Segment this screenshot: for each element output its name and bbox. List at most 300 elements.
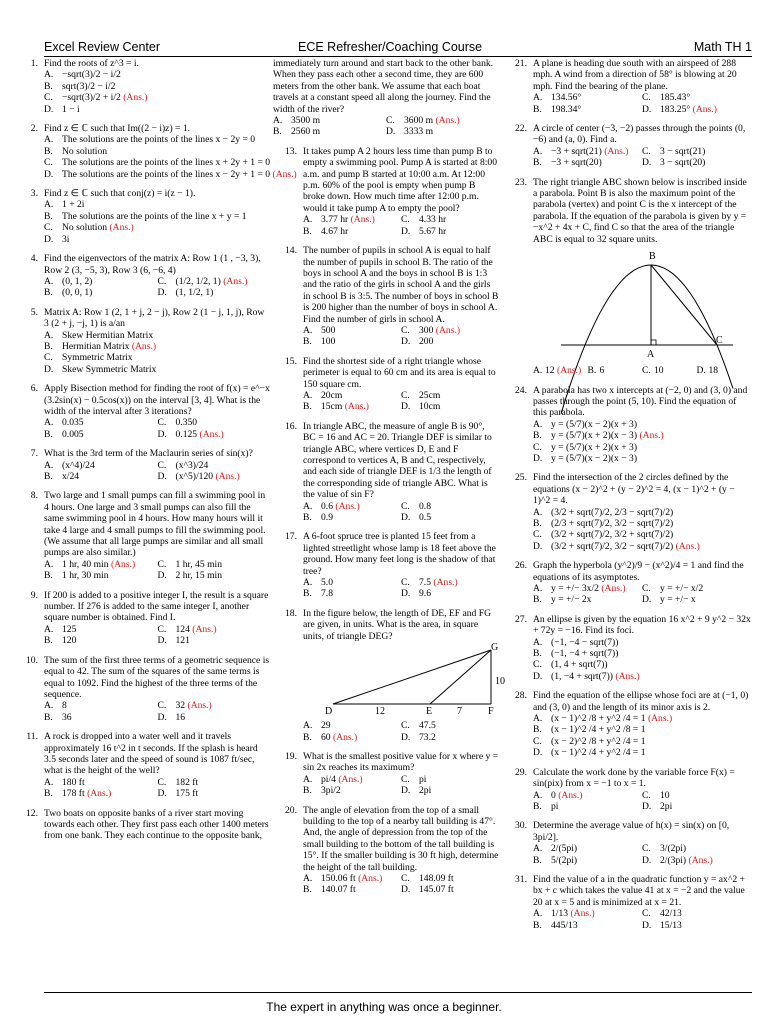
option-letter: B. [44, 471, 53, 482]
option-text: 7.8 [321, 588, 333, 600]
option-text: 2560 m [291, 126, 321, 138]
option-text: 5.0 [321, 577, 333, 589]
answer-option [642, 801, 751, 812]
option-text: 18 [708, 365, 719, 377]
answer-mark: (Ans.) [110, 558, 136, 570]
option-letter: B. [303, 401, 312, 413]
option-row [303, 325, 499, 336]
question-text: Find z ∈ ℂ such that Im((2 − i)z) = 1. [44, 123, 191, 135]
option-row [44, 635, 271, 646]
answer-option [158, 700, 272, 711]
answer-option [158, 429, 272, 440]
option-letter: D. [533, 747, 543, 759]
option-letter: C. [533, 441, 542, 453]
right-angle-mark [651, 340, 656, 345]
answer-mark: (Ans.) [335, 500, 360, 512]
answer-option [44, 635, 158, 646]
option-letter: D. [533, 452, 543, 464]
option-letter: D. [401, 731, 411, 743]
option-text: 2 hr, 15 min [175, 570, 223, 582]
question [14, 58, 271, 115]
answer-option [44, 330, 271, 341]
option-text: 0 [551, 789, 556, 801]
option-text: The solutions are the points of the lines x − 2y + 1 = 0 [62, 168, 271, 180]
answer-option [642, 843, 751, 854]
question-text: Find the roots of z^3 = i. [44, 58, 139, 69]
question-text: Two large and 1 small pumps can fill a swimming pool in 4 hours. One large and 3 small pumps can also fill the same swimming pool in 4 hours. How many hours will it take 4 large and 4 small pumps to fill the swimming pool. (We assume that all large pumps are similar and all small pumps are also similar.) [44, 490, 266, 559]
option-text: 175 ft [175, 788, 199, 800]
answer-option [533, 724, 751, 735]
answer-option [533, 157, 642, 168]
option-text: y = (5/7)(x + 2)(x − 3) [551, 430, 638, 442]
option-letter: D. [401, 884, 411, 896]
option-letter: B. [303, 225, 312, 237]
answer-option [44, 146, 271, 157]
answer-option [697, 365, 752, 376]
option-letter: C. [44, 352, 53, 364]
option-letter: B. [303, 785, 312, 797]
option-text: The solutions are the points of the lines x − 2y = 0 [62, 134, 256, 146]
option-row [44, 788, 271, 799]
option-letter: C. [533, 659, 542, 671]
option-text: 120 [62, 635, 77, 647]
question-text: Apply Bisection method for finding the root of f(x) = e^−x (3.2sin(x) − 0.5cos(x)) on the interval [3, 4]. What is the width of the interval after 3 iterations? [44, 383, 270, 417]
question-number: 4. [30, 253, 38, 265]
option-letter: A. [44, 199, 54, 211]
answer-option [44, 276, 158, 287]
option-row [44, 712, 271, 723]
answer-option [44, 287, 158, 298]
option-text: −3 + sqrt(20) [551, 157, 602, 169]
option-text: 0.035 [62, 417, 84, 429]
option-text: The solutions are the points of the lines x + 2y + 1 = 0 [62, 157, 271, 169]
answer-option [401, 401, 499, 412]
length-label-fg: 10 [495, 676, 505, 688]
question-number: 22. [515, 123, 527, 135]
option-letter: C. [44, 222, 53, 234]
option-letter: B. [533, 103, 542, 115]
answer-option [44, 417, 158, 428]
question-number: 6. [30, 383, 38, 395]
option-text: 42/13 [660, 908, 682, 920]
answer-option [44, 341, 271, 352]
answer-option [303, 325, 401, 336]
question-number: 21. [515, 58, 527, 69]
question-number: 11. [26, 731, 38, 743]
figure-edge [333, 650, 491, 704]
option-text: 100 [321, 336, 336, 348]
option-text: (x − 1)^2 /4 + y^2 /8 = 1 [551, 724, 646, 736]
option-text: y = +/− x [660, 594, 696, 606]
answer-option [533, 920, 642, 931]
option-letter: C. [533, 529, 542, 541]
option-text: 0.9 [321, 512, 333, 524]
answer-option [158, 287, 272, 298]
option-row [303, 512, 499, 523]
option-letter: C. [642, 92, 651, 104]
option-text: 16 [175, 711, 186, 723]
option-letter: B. [533, 648, 542, 660]
option-letter: C. [44, 157, 53, 169]
question-text: Find the equation of the ellipse whose foci are at (−1, 0) and (3, 0) and the length of its minor axis is 2. [533, 690, 749, 713]
option-text: 124 [175, 623, 190, 635]
option-letter: B. [533, 919, 542, 931]
option-text: 29 [321, 720, 331, 732]
option-letter: B. [44, 788, 53, 800]
option-letter: C. [401, 214, 410, 226]
option-text: (3/2 + sqrt(7)/2, 3/2 + sqrt(7)/2) [551, 529, 674, 541]
answer-option [303, 774, 401, 785]
question-number: 1. [30, 58, 38, 69]
answer-option [533, 453, 751, 464]
option-text: −sqrt(3)/2 + i/2 [62, 92, 121, 104]
option-text: (−1, −4 − sqrt(7)) [551, 636, 619, 648]
option-letter: C. [157, 558, 167, 570]
option-letter: D. [642, 157, 652, 169]
answer-mark: (Ans.) [639, 430, 664, 442]
option-letter: D. [157, 570, 167, 582]
option-letter: A. [44, 275, 54, 287]
option-text: 1 − i [62, 103, 80, 115]
question-text: Find the shortest side of a right triangle whose perimeter is equal to 60 cm and its area is equal to 150 square cm. [303, 355, 496, 390]
answer-option [44, 157, 271, 168]
question [273, 356, 499, 413]
answer-mark: (Ans.) [131, 340, 157, 352]
option-letter: A. [44, 558, 54, 570]
option-text: 3/(2pi) [660, 843, 687, 855]
answer-option [158, 417, 272, 428]
answer-option [401, 588, 499, 599]
answer-mark: (Ans.) [435, 115, 460, 127]
option-letter: D. [401, 336, 411, 348]
question [273, 245, 499, 348]
answer-option [303, 390, 401, 401]
answer-option [401, 577, 499, 588]
column-3 [503, 58, 751, 939]
answer-option [533, 659, 751, 670]
option-text: pi [551, 800, 559, 812]
answer-option [44, 624, 158, 635]
answer-option [533, 541, 751, 552]
option-letter: C. [157, 700, 167, 712]
option-row [303, 884, 499, 895]
option-text: 7.5 [419, 577, 431, 589]
question-number: 15. [285, 355, 297, 367]
answer-option [401, 512, 499, 523]
vertex-label-f: F [488, 706, 494, 718]
option-text: 1 hr, 45 min [175, 558, 223, 570]
question-text: A circle of center (−3, −2) passes through the points (0, −6) and (a, 0). Find a. [533, 123, 746, 146]
option-row [273, 115, 499, 126]
answer-mark: (Ans.) [570, 908, 595, 920]
answer-option [642, 104, 751, 115]
answer-option [386, 115, 499, 126]
option-letter: A. [303, 720, 313, 732]
option-text: 1 + 2i [62, 199, 85, 211]
question [14, 490, 271, 581]
answer-option [44, 199, 271, 210]
question-number: 18. [285, 607, 297, 619]
question-number: 30. [515, 820, 527, 832]
question [503, 472, 751, 552]
answer-option [533, 671, 751, 682]
figure-parabola [533, 247, 733, 365]
option-text: 10 [654, 365, 664, 377]
question [503, 874, 751, 931]
answer-option [44, 777, 158, 788]
option-text: (x^4)/24 [62, 459, 95, 471]
option-letter: B. [533, 800, 542, 812]
vertex-label-b: B [649, 251, 656, 263]
answer-option [533, 594, 642, 605]
question [14, 655, 271, 723]
answer-option [642, 790, 751, 801]
answer-option [533, 529, 751, 540]
option-letter: B. [533, 430, 542, 442]
option-text: The solutions are the points of the line x + y = 1 [62, 210, 247, 222]
option-text: (3/2 + sqrt(7)/2, 2/3 − sqrt(7)/2) [551, 506, 674, 518]
option-letter: D. [44, 103, 54, 115]
option-letter: B. [533, 517, 542, 529]
option-row [303, 214, 499, 225]
option-letter: C. [157, 776, 167, 788]
option-row [273, 126, 499, 137]
option-letter: D. [386, 126, 396, 138]
option-text: No solution [62, 222, 108, 234]
question [14, 731, 271, 799]
option-text: 15/13 [660, 919, 682, 931]
option-text: (1, 4 + sqrt(7)) [551, 659, 608, 671]
answer-option [533, 518, 751, 529]
option-text: −3 + sqrt(21) [551, 145, 602, 157]
option-text: 182 ft [175, 776, 199, 788]
question-number: 27. [515, 613, 527, 625]
option-row [533, 146, 751, 157]
option-text: (x^5)/120 [175, 471, 214, 482]
option-text: 178 ft [62, 788, 85, 800]
question [273, 607, 505, 743]
option-letter: C. [642, 145, 651, 157]
answer-option [533, 419, 751, 430]
question [503, 614, 751, 682]
answer-mark: (Ans.) [338, 773, 363, 785]
answer-option [401, 873, 499, 884]
option-letter: A. [303, 773, 313, 785]
answer-mark: (Ans.) [333, 731, 358, 743]
option-letter: A. [44, 776, 54, 788]
answer-option [44, 104, 271, 115]
option-text: y = +/− 2x [551, 594, 592, 606]
question-number: 14. [285, 245, 297, 257]
question-text: In the figure below, the length of DE, EF and FG are given, in units. What is the area, in square units, of triangle DEG? [303, 607, 492, 642]
question-text: Find z ∈ ℂ such that conj(z) = i(z − 1). [44, 188, 196, 200]
option-text: (x − 2)^2 /8 + y^2 /4 = 1 [551, 735, 646, 747]
option-text: 134.56° [551, 92, 582, 104]
option-letter: A. [303, 389, 313, 401]
option-letter: D. [696, 365, 706, 377]
option-text: 2/(5pi) [551, 843, 578, 855]
answer-option [401, 884, 499, 895]
question-text: If 200 is added to a positive integer I, the result is a square number. If 276 is added to the same integer I, another square number is obtained. Find I. [44, 589, 269, 624]
option-row [44, 559, 271, 570]
option-text: 32 [175, 700, 186, 712]
option-letter: C. [401, 577, 410, 589]
option-row [533, 92, 751, 103]
answer-option [158, 570, 272, 581]
question [14, 253, 271, 299]
answer-option [303, 401, 401, 412]
answer-option [158, 788, 272, 799]
question-number: 12. [26, 807, 38, 819]
option-text: 9.6 [419, 588, 431, 600]
option-text: 0.125 [175, 428, 198, 440]
answer-mark: (Ans.) [692, 103, 717, 115]
answer-option [642, 365, 697, 376]
question-number: 23. [515, 176, 527, 188]
option-text: Skew Hermitian Matrix [62, 329, 154, 341]
answer-option [44, 460, 158, 471]
option-letter: D. [642, 594, 652, 606]
option-row [44, 471, 271, 482]
option-text: (−1, −4 + sqrt(7)) [551, 648, 619, 660]
option-letter: A. [533, 92, 543, 104]
answer-option [401, 774, 499, 785]
answer-mark: (Ans.) [433, 577, 458, 589]
answer-option [303, 226, 401, 237]
option-text: 145.07 ft [419, 884, 454, 896]
answer-option [158, 460, 272, 471]
figure-edge [430, 650, 491, 704]
answer-mark: (Ans.) [557, 365, 582, 377]
option-row [44, 276, 271, 287]
option-letter: A. [303, 324, 313, 336]
question-text: immediately turn around and start back to the other bank. When they pass each other a second time, they are 600 meters from the other bank. We assume that each boat travels at a constant speed all along the journey. Find the width of the river? [273, 58, 494, 115]
question-text: Find the eigenvectors of the matrix A: Row 1 (1 , −3, 3), Row 2 (3, −5, 3), Row 3 (6, −6, 4) [44, 253, 261, 276]
answer-option [158, 712, 272, 723]
question [503, 123, 751, 169]
option-text: 445/13 [551, 919, 578, 931]
question-text: The number of pupils in school A is equal to half the number of pupils in school B. The ratio of the boys in school A and the boys in school B is 1:3 and the ratio of the girls in school A and the girls in school B is 3:5. The number of boys in school B is 200 higher than the number of boys in school A. Find the number of girls in school A. [303, 245, 499, 325]
question [14, 307, 271, 375]
option-text: y = (5/7)(x − 2)(x + 3) [551, 418, 638, 430]
header-left: Excel Review Center [44, 40, 161, 54]
answer-option [401, 336, 499, 347]
question [273, 805, 499, 896]
answer-mark: (Ans.) [358, 872, 383, 884]
option-letter: D. [642, 919, 652, 931]
answer-option [533, 843, 642, 854]
option-text: 10cm [419, 401, 441, 413]
answer-mark: (Ans.) [109, 222, 134, 234]
option-letter: A. [44, 134, 54, 146]
option-text: 148.09 ft [419, 872, 454, 884]
answer-option [303, 785, 401, 796]
option-text: 3.77 hr [321, 214, 349, 226]
question [14, 188, 271, 245]
option-row [303, 577, 499, 588]
answer-option [303, 577, 401, 588]
answer-option [533, 908, 642, 919]
option-text: pi [419, 773, 427, 785]
answer-mark: (Ans.) [350, 214, 375, 226]
option-letter: D. [157, 635, 167, 647]
answer-option [273, 126, 386, 137]
answer-option [44, 352, 271, 363]
question-number: 17. [285, 531, 297, 543]
question-number: 7. [30, 448, 38, 460]
answer-mark: (Ans.) [215, 471, 240, 482]
option-text: 10 [660, 789, 670, 801]
option-text: 60 [321, 731, 331, 743]
question-number: 13. [285, 145, 297, 157]
option-text: 1/13 [551, 908, 569, 920]
option-letter: C. [401, 720, 410, 732]
option-letter: C. [386, 115, 395, 127]
answer-mark: (Ans.) [199, 428, 224, 440]
vertex-label-d: D [325, 706, 333, 718]
answer-option [44, 234, 271, 245]
option-text: sqrt(3)/2 − i/2 [62, 80, 116, 92]
answer-option [533, 648, 751, 659]
option-text: (0, 1, 2) [62, 275, 93, 287]
option-letter: D. [44, 363, 54, 375]
question-text: Matrix A: Row 1 (2, 1 + j, 2 − j), Row 2 (1 − j, 1, j), Row 3 (2 + j, −j, 1) is a/an [44, 306, 265, 330]
option-text: 2/(3pi) [660, 854, 687, 866]
question-text: Determine the average value of h(x) = sin(x) on [0, 3pi/2]. [533, 820, 730, 843]
answer-option [158, 559, 272, 570]
option-text: 4.33 hr [419, 214, 447, 226]
option-letter: D. [401, 785, 411, 797]
option-letter: B. [303, 731, 312, 743]
option-letter: D. [533, 670, 543, 682]
vertex-label-a: A [647, 349, 655, 361]
option-letter: B. [44, 428, 53, 440]
option-letter: A. [303, 872, 313, 884]
option-text: pi/4 [321, 773, 336, 785]
answer-option [303, 873, 401, 884]
option-text: 25cm [419, 389, 441, 401]
length-label-ef: 7 [457, 706, 462, 718]
option-text: 3 − sqrt(20) [660, 157, 706, 169]
answer-option [386, 126, 499, 137]
answer-option [401, 501, 499, 512]
option-text: 0.350 [175, 417, 198, 429]
answer-mark: (Ans.) [87, 788, 112, 800]
answer-option [44, 700, 158, 711]
option-letter: A. [303, 214, 313, 226]
answer-mark: (Ans.) [123, 92, 148, 104]
option-letter: D. [401, 401, 411, 413]
question [503, 385, 751, 465]
answer-option [44, 712, 158, 723]
question-number: 19. [285, 750, 297, 762]
answer-option [44, 788, 158, 799]
question [503, 58, 751, 115]
option-letter: C. [401, 389, 410, 401]
option-text: 1 hr, 30 min [62, 570, 109, 582]
answer-option [44, 222, 271, 233]
question [503, 690, 751, 758]
option-letter: B. [587, 365, 597, 377]
answer-option [158, 276, 272, 287]
answer-option [533, 583, 642, 594]
answer-option [642, 157, 751, 168]
option-row [44, 777, 271, 788]
option-row [44, 624, 271, 635]
option-letter: B. [533, 724, 542, 736]
answer-option [642, 583, 751, 594]
option-letter: B. [533, 594, 542, 606]
